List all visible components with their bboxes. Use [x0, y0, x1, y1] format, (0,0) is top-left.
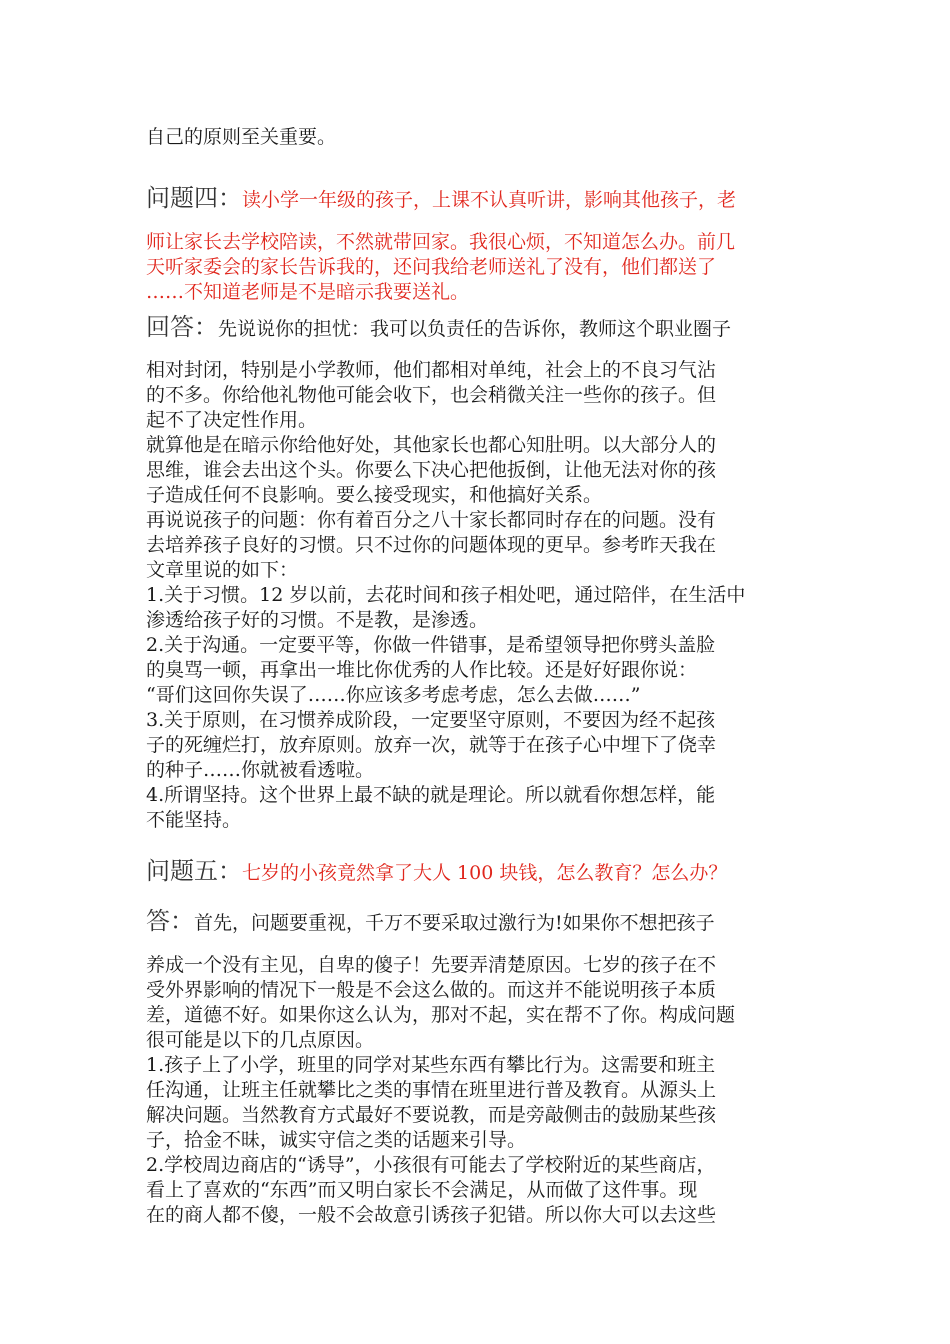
answer-4-line: 渗透给孩子好的习惯。不是教，是渗透。 — [146, 609, 489, 631]
question-5-label: 问题五： — [146, 857, 242, 885]
answer-4-line: 子的死缠烂打，放弃原则。放弃一次，就等于在孩子心中埋下了侥幸 — [146, 734, 717, 756]
answer-4-line: “哥们这回你失误了……你应该多考虑考虑，怎么去做……” — [146, 684, 641, 706]
answer-5-line: 看上了喜欢的“东西”而又明白家长不会满足，从而做了这件事。现 — [146, 1179, 698, 1201]
answer-5-line: 受外界影响的情况下一般是不会这么做的。而这并不能说明孩子本质 — [146, 979, 717, 1001]
answer-4-line: 2.关于沟通。一定要平等，你做一件错事，是希望领导把你劈头盖脸 — [146, 634, 716, 656]
answer-5-line: 2.学校周边商店的“诱导”，小孩很有可能去了学校附近的某些商店， — [146, 1154, 716, 1176]
answer-5-line: 养成一个没有主见，自卑的傻子！先要弄清楚原因。七岁的孩子在不 — [146, 954, 717, 976]
answer-4-line: 的不多。你给他礼物他可能会收下，也会稍微关注一些你的孩子。但 — [146, 384, 717, 406]
answer-4-line: 的种子……你就被看透啦。 — [146, 759, 375, 781]
answer-4-line: 3.关于原则，在习惯养成阶段，一定要坚守原则，不要因为经不起孩 — [146, 709, 716, 731]
answer-4-line: 思维，谁会去出这个头。你要么下决心把他扳倒，让他无法对你的孩 — [146, 459, 717, 481]
answer-4-label: 回答： — [146, 313, 218, 341]
answer-5-label: 答： — [146, 907, 194, 935]
question-4-line: 读小学一年级的孩子，上课不认真听讲，影响其他孩子，老 — [242, 189, 737, 211]
answer-5-header — [146, 909, 715, 936]
answer-4-line: 1.关于习惯。12 岁以前，去花时间和孩子相处吧，通过陪伴，在生活中 — [146, 584, 746, 606]
answer-5-line: 1.孩子上了小学，班里的同学对某些东西有攀比行为。这需要和班主 — [146, 1054, 716, 1076]
answer-4-line: 先说说你的担忧：我可以负责任的告诉你，教师这个职业圈子 — [218, 318, 732, 340]
question-5 — [146, 859, 727, 886]
question-5-text: 七岁的小孩竟然拿了大人 100 块钱，怎么教育？怎么办？ — [242, 862, 728, 884]
answer-4-line: 相对封闭，特别是小学教师，他们都相对单纯，社会上的不良习气沾 — [146, 359, 717, 381]
question-4-label: 问题四： — [146, 184, 242, 212]
question-4-line: ……不知道老师是不是暗示我要送礼。 — [146, 281, 470, 303]
answer-5-line: 子，拾金不昧，诚实守信之类的话题来引导。 — [146, 1129, 527, 1151]
answer-5-line: 差，道德不好。如果你这么认为，那对不起，实在帮不了你。构成问题 — [146, 1004, 736, 1026]
answer-5-line: 首先，问题要重视，千万不要采取过激行为!如果你不想把孩子 — [194, 912, 715, 934]
answer-4-line: 就算他是在暗示你给他好处，其他家长也都心知肚明。以大部分人的 — [146, 434, 717, 456]
answer-4-line: 4.所谓坚持。这个世界上最不缺的就是理论。所以就看你想怎样，能 — [146, 784, 716, 806]
answer-5-line: 在的商人都不傻，一般不会故意引诱孩子犯错。所以你大可以去这些 — [146, 1204, 717, 1226]
answer-5-line: 很可能是以下的几点原因。 — [146, 1029, 375, 1051]
question-4-line: 师让家长去学校陪读，不然就带回家。我很心烦，不知道怎么办。前几 — [146, 231, 736, 253]
answer-4-line: 不能坚持。 — [146, 809, 242, 831]
question-4-line: 天听家委会的家长告诉我的，还问我给老师送礼了没有，他们都送了 — [146, 256, 717, 278]
answer-5-line: 解决问题。当然教育方式最好不要说教，而是旁敲侧击的鼓励某些孩 — [146, 1104, 717, 1126]
answer-4-line: 文章里说的如下： — [146, 559, 299, 581]
answer-5-line: 任沟通，让班主任就攀比之类的事情在班里进行普及教育。从源头上 — [146, 1079, 717, 1101]
answer-4-line: 子造成任何不良影响。要么接受现实，和他搞好关系。 — [146, 484, 603, 506]
answer-4-line: 去培养孩子良好的习惯。只不过你的问题体现的更早。参考昨天我在 — [146, 534, 717, 556]
intro-text: 自己的原则至关重要。 — [146, 126, 337, 148]
answer-4-line: 起不了决定性作用。 — [146, 409, 318, 431]
answer-4-line: 的臭骂一顿，再拿出一堆比你优秀的人作比较。还是好好跟你说： — [146, 659, 698, 681]
answer-4-line: 再说说孩子的问题：你有着百分之八十家长都同时存在的问题。没有 — [146, 509, 717, 531]
question-4 — [146, 186, 736, 213]
answer-4-header — [146, 315, 731, 342]
